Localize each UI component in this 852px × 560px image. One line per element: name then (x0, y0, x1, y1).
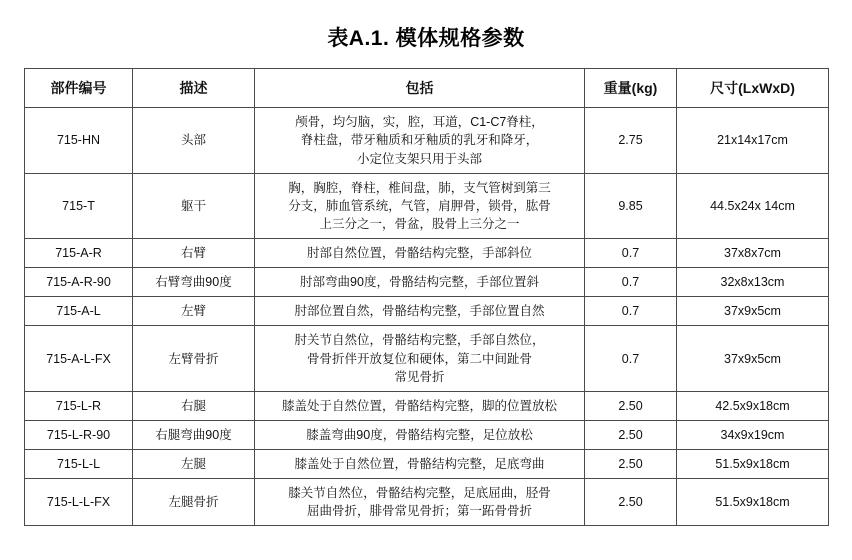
cell-size: 21x14x17cm (677, 108, 829, 173)
cell-includes (255, 326, 585, 391)
column-header-weight: 重量(kg) (585, 69, 677, 108)
cell-includes (255, 108, 585, 173)
cell-size: 32x8x13cm (677, 268, 829, 297)
cell-includes (255, 173, 585, 238)
cell-description: 右腿 (133, 391, 255, 420)
cell-part-number: 715-T (25, 173, 133, 238)
cell-includes (255, 450, 585, 479)
includes-line: 颅骨，均匀脑，实，腔，耳道，C1-C7脊柱， (295, 115, 544, 130)
column-header-includes: 包括 (255, 69, 585, 108)
cell-description: 左腿 (133, 450, 255, 479)
cell-includes (255, 479, 585, 526)
includes-line: 常见骨折 (394, 369, 445, 384)
cell-description: 左臂 (133, 297, 255, 326)
includes-line: 膝关节自然位，骨骼结构完整，足底屈曲，胫骨 (288, 486, 551, 501)
cell-size: 37x9x5cm (677, 297, 829, 326)
includes-line: 胸，胸腔，脊柱，椎间盘，肺，支气管树到第三 (288, 180, 551, 195)
table-row (25, 239, 829, 268)
table-row (25, 391, 829, 420)
cell-size: 34x9x19cm (677, 420, 829, 449)
cell-weight: 0.7 (585, 297, 677, 326)
cell-part-number: 715-L-L (25, 450, 133, 479)
includes-line: 肘关节自然位，骨骼结构完整，手部自然位， (294, 333, 545, 348)
column-header-size: 尺寸(LxWxD) (677, 69, 829, 108)
table-row (25, 326, 829, 391)
cell-description: 右臂 (133, 239, 255, 268)
cell-description: 右臂弯曲90度 (133, 268, 255, 297)
table-row (25, 173, 829, 238)
includes-line: 肘部自然位置，骨骼结构完整，手部斜位 (306, 246, 532, 261)
includes-line: 肘部弯曲90度，骨骼结构完整，手部位置斜 (300, 275, 539, 290)
includes-line: 小定位支架只用于头部 (356, 151, 482, 166)
cell-size: 37x9x5cm (677, 326, 829, 391)
table-row (25, 297, 829, 326)
includes-line: 膝盖弯曲90度，骨骼结构完整，足位放松 (306, 427, 533, 442)
cell-size: 51.5x9x18cm (677, 450, 829, 479)
column-header-part-number: 部件编号 (25, 69, 133, 108)
cell-weight: 2.75 (585, 108, 677, 173)
cell-weight: 2.50 (585, 391, 677, 420)
cell-size: 42.5x9x18cm (677, 391, 829, 420)
cell-includes (255, 391, 585, 420)
cell-size: 44.5x24x 14cm (677, 173, 829, 238)
cell-includes (255, 268, 585, 297)
cell-part-number: 715-A-L (25, 297, 133, 326)
cell-part-number: 715-A-R (25, 239, 133, 268)
cell-includes (255, 239, 585, 268)
cell-weight: 0.7 (585, 268, 677, 297)
cell-part-number: 715-HN (25, 108, 133, 173)
table-row (25, 108, 829, 173)
includes-line: 脊柱盘，带牙釉质和牙釉质的乳牙和降牙， (300, 133, 539, 148)
phantom-spec-table (24, 68, 829, 526)
page-title: 表A.1. 模体规格参数 (327, 27, 525, 50)
cell-size: 51.5x9x18cm (677, 479, 829, 526)
includes-line: 膝盖处于自然位置，骨骼结构完整，足底弯曲 (294, 457, 545, 472)
cell-description: 右腿弯曲90度 (133, 420, 255, 449)
table-body (25, 108, 829, 526)
includes-line: 肘部位置自然，骨骼结构完整，手部位置自然 (294, 304, 545, 319)
cell-part-number: 715-L-L-FX (25, 479, 133, 526)
includes-line: 分支，肺血管系统，气管，肩胛骨，锁骨，肱骨 (288, 198, 551, 213)
cell-weight: 2.50 (585, 450, 677, 479)
includes-line: 上三分之一，骨盆，股骨上三分之一 (319, 216, 520, 231)
cell-part-number: 715-A-R-90 (25, 268, 133, 297)
table-row (25, 479, 829, 526)
includes-line: 膝盖处于自然位置，骨骼结构完整，脚的位置放松 (281, 398, 557, 413)
cell-part-number: 715-L-R (25, 391, 133, 420)
cell-description: 左腿骨折 (133, 479, 255, 526)
cell-part-number: 715-L-R-90 (25, 420, 133, 449)
cell-description: 头部 (133, 108, 255, 173)
cell-size: 37x8x7cm (677, 239, 829, 268)
column-header-description: 描述 (133, 69, 255, 108)
table-row (25, 268, 829, 297)
cell-includes (255, 420, 585, 449)
table-row (25, 420, 829, 449)
includes-line: 屈曲骨折，腓骨常见骨折；第一跖骨骨折 (306, 504, 532, 519)
table-header-row (25, 69, 829, 108)
cell-weight: 0.7 (585, 326, 677, 391)
cell-weight: 9.85 (585, 173, 677, 238)
cell-weight: 0.7 (585, 239, 677, 268)
cell-weight: 2.50 (585, 420, 677, 449)
cell-description: 左臂骨折 (133, 326, 255, 391)
cell-includes (255, 297, 585, 326)
table-container (0, 68, 852, 526)
table-header (25, 69, 829, 108)
includes-line: 骨骨折伴开放复位和硬体，第二中间趾骨 (306, 351, 532, 366)
table-row (25, 450, 829, 479)
cell-weight: 2.50 (585, 479, 677, 526)
cell-part-number: 715-A-L-FX (25, 326, 133, 391)
cell-description: 躯干 (133, 173, 255, 238)
